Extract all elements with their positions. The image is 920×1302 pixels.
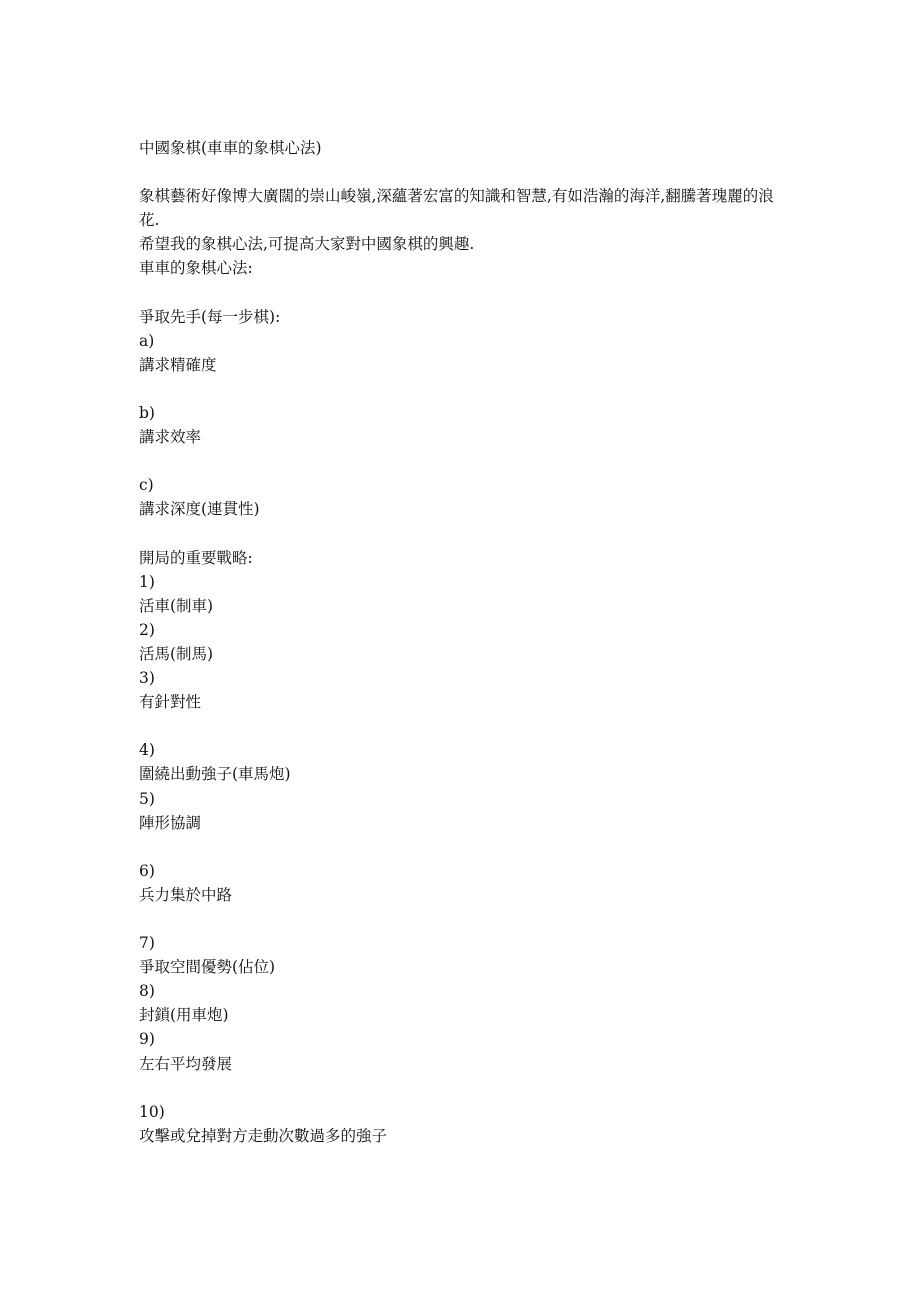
initiative-marker-a: a) [139, 331, 155, 350]
opening-item-6: 兵力集於中路 [139, 885, 233, 904]
opening-marker-6: 6) [139, 861, 155, 880]
blank-line [139, 522, 789, 546]
blank-line [139, 835, 789, 859]
opening-marker-4: 4) [139, 741, 155, 760]
opening-marker-8: 8) [139, 982, 155, 1001]
opening-item-7: 爭取空間優勢(佔位) [139, 958, 276, 977]
document-body [139, 136, 789, 1148]
opening-item-10: 攻擊或兌掉對方走動次數過多的強子 [139, 1126, 388, 1145]
blank-line [139, 160, 789, 184]
opening-heading: 開局的重要戰略: [139, 548, 253, 567]
opening-marker-2: 2) [139, 620, 155, 639]
blank-line [139, 907, 789, 931]
opening-marker-7: 7) [139, 934, 155, 953]
opening-item-4: 圍繞出動強子(車馬炮) [139, 765, 291, 784]
hope-paragraph: 希望我的象棋心法,可提高大家對中國象棋的興趣. [139, 235, 475, 254]
blank-line [139, 377, 789, 401]
initiative-marker-b: b) [139, 404, 155, 423]
opening-marker-3: 3) [139, 669, 155, 688]
document-title: 中國象棋(車車的象棋心法) [139, 139, 322, 157]
blank-line [139, 714, 789, 738]
method-heading: 車車的象棋心法: [139, 259, 253, 278]
initiative-item-c: 講求深度(連貫性) [139, 500, 260, 519]
opening-marker-10: 10) [139, 1102, 165, 1121]
initiative-marker-c: c) [139, 476, 154, 495]
opening-item-9: 左右平均發展 [139, 1054, 233, 1073]
opening-marker-5: 5) [139, 789, 155, 808]
opening-item-1: 活車(制車) [139, 596, 214, 615]
opening-item-8: 封鎖(用車炮) [139, 1006, 229, 1025]
opening-marker-1: 1) [139, 572, 155, 591]
opening-item-3: 有針對性 [139, 693, 202, 712]
opening-marker-9: 9) [139, 1030, 155, 1049]
intro-paragraph: 象棋藝術好像博大廣闊的崇山峻嶺,深蘊著宏富的知識和智慧,有如浩瀚的海洋,翻騰著瑰麗的浪花. [139, 187, 774, 230]
blank-line [139, 281, 789, 305]
initiative-heading: 爭取先手(每一步棋): [139, 307, 281, 326]
opening-item-5: 陣形協調 [139, 813, 202, 832]
opening-item-2: 活馬(制馬) [139, 644, 214, 663]
blank-line [139, 1076, 789, 1100]
initiative-item-b: 講求效率 [139, 428, 202, 447]
blank-line [139, 449, 789, 473]
initiative-item-a: 講求精確度 [139, 355, 217, 374]
